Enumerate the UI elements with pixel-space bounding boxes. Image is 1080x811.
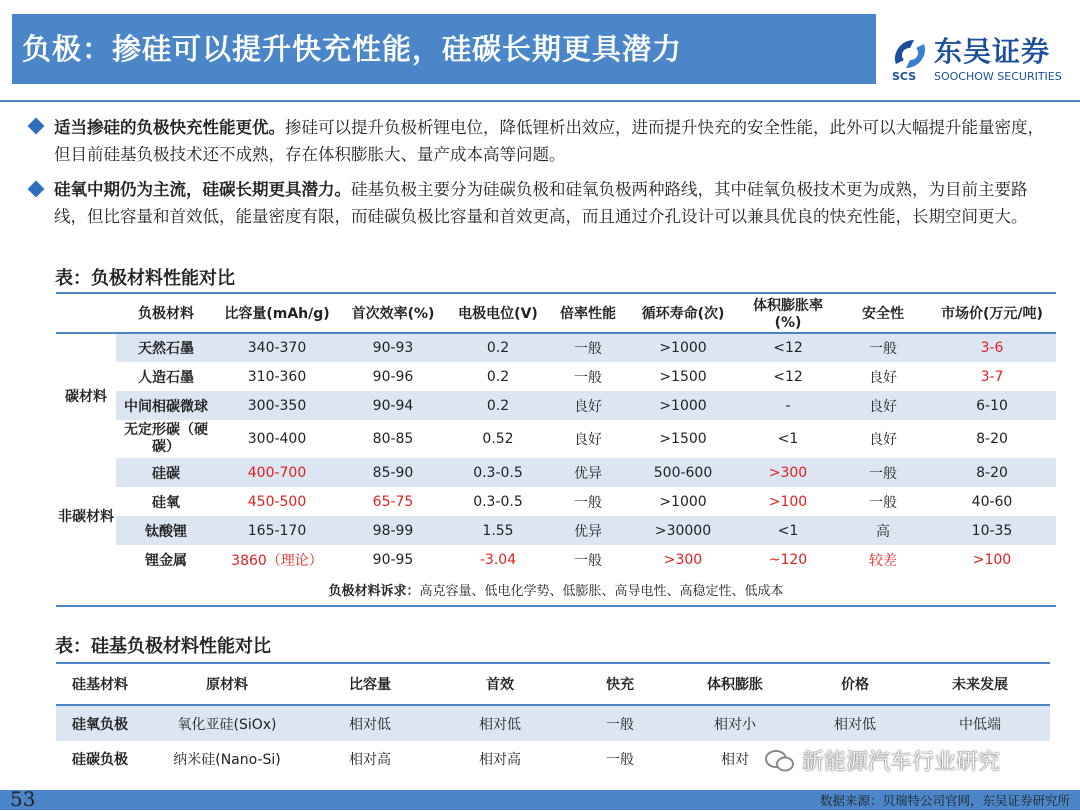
table-cell: >100: [972, 551, 1012, 568]
table-cell: 人造石墨: [138, 369, 194, 386]
logo-abbr: SCS: [892, 70, 917, 83]
table-cell: <1: [777, 431, 799, 447]
table2-header-cell: 首效: [430, 663, 570, 705]
table-cell: 天然石墨: [116, 333, 216, 362]
table-cell: 一般: [574, 369, 602, 386]
table-cell: 0.3-0.5: [448, 458, 548, 487]
table-cell: 90-95: [372, 551, 414, 568]
table-cell: <1: [738, 516, 838, 545]
table-cell: 8-20: [928, 458, 1056, 487]
table-cell: <12: [773, 368, 803, 385]
table-cell: 无定形碳（硬碳）: [124, 422, 208, 455]
table-cell: 一般: [570, 705, 670, 741]
table-cell: 相对高: [479, 752, 521, 768]
page-number: 53: [10, 787, 36, 811]
table-cell: 0.2: [448, 333, 548, 362]
table-cell: 340-370: [216, 333, 338, 362]
table1-header-cell: 体积膨胀率(%): [738, 293, 838, 333]
table-cell: 优异: [548, 458, 628, 487]
table-cell: 相对高: [349, 752, 391, 768]
table-cell: -3.04: [479, 551, 517, 568]
table-cell: >300: [738, 458, 838, 487]
bullet-2-text: 硅基负极主要分为硅碳负极和硅氧负极两种路线，其中硅氧负极技术更为成熟，为目前主要路线，但比容量和首效低，能量密度有限，而硅碳负极比容量和首效更高，而且通过介孔设计可以兼具优良的快充性能，长期空间更大。: [54, 180, 1028, 226]
table-cell: 一般: [838, 458, 928, 487]
page-title: 负极：掺硅可以提升快充性能，硅碳长期更具潜力: [22, 32, 683, 66]
table-cell: 锂金属: [145, 552, 187, 569]
table-cell: >100: [768, 493, 808, 510]
table-cell: 相对小: [670, 705, 800, 741]
table-cell: 相对低: [430, 705, 570, 741]
table1-header-cell: 比容量(mAh/g): [216, 293, 338, 333]
bullet-2-bold: 硅氧中期仍为主流，硅碳长期更具潜力。: [54, 180, 351, 199]
table1-header-cell: [56, 293, 116, 333]
table-cell: 良好: [548, 391, 628, 420]
table-row: [56, 545, 1056, 574]
table-cell: 硅氧: [152, 494, 180, 511]
table1-header-cell: 首次效率(%): [338, 293, 448, 333]
watermark: 新能源汽车行业研究: [802, 750, 1001, 775]
table2-header-cell: 硅基材料: [56, 663, 144, 705]
table-cell: 纳米硅(Nano-Si): [173, 752, 281, 768]
table1-header-cell: 市场价(万元/吨): [928, 293, 1056, 333]
table1-header-cell: 循环寿命(次): [628, 293, 738, 333]
table-cell: 良好: [838, 391, 928, 420]
anode-material-table: [56, 292, 1056, 607]
table-cell: 450-500: [247, 493, 307, 510]
bullet-1-text: 掺硅可以提升负极析锂电位，降低锂析出效应，进而提升快充的安全性能，此外可以大幅提升能量密度，但目前硅基负极技术还不成熟，存在体积膨胀大、量产成本高等问题。: [54, 118, 1044, 164]
group-label-non-carbon: 非碳材料: [56, 458, 116, 574]
table-cell: 80-85: [372, 431, 414, 447]
table-cell: 3860（理论）: [231, 552, 323, 569]
table-cell: 较差: [869, 552, 897, 569]
bullet-diamond-icon: [28, 181, 45, 198]
table-cell: 400-700: [216, 458, 338, 487]
table-cell: 10-35: [928, 516, 1056, 545]
table2-header-row: [56, 663, 1050, 705]
bullet-1-bold: 适当掺硅的负极快充性能更优。: [54, 118, 285, 137]
table-cell: 0.3-0.5: [473, 493, 523, 510]
table-cell: 98-99: [338, 516, 448, 545]
table-cell: 一般: [606, 752, 634, 768]
table-cell: >30000: [628, 516, 738, 545]
table-cell: 钛酸锂: [116, 516, 216, 545]
table-row: [56, 391, 1056, 420]
table-cell: 一般: [548, 333, 628, 362]
table-cell: 中间相碳微球: [116, 391, 216, 420]
table-cell: 85-90: [338, 458, 448, 487]
table2-header-cell: 未来发展: [910, 663, 1050, 705]
table-cell: >1500: [659, 431, 707, 447]
table-cell: 良好: [574, 432, 602, 448]
table-row: [56, 362, 1056, 391]
table-cell: 6-10: [928, 391, 1056, 420]
table-cell: 90-96: [372, 368, 414, 385]
table1-caption: 表：负极材料性能对比: [55, 268, 235, 289]
table-cell: 一般: [869, 494, 897, 511]
table1-header-cell: 安全性: [838, 293, 928, 333]
table-cell: 90-93: [338, 333, 448, 362]
table-cell: 相对低: [800, 705, 910, 741]
table-cell: 0.2: [486, 368, 510, 385]
table-cell: 165-170: [216, 516, 338, 545]
table-row: [56, 516, 1056, 545]
logo-mark-icon: [890, 34, 930, 74]
table1-footer-row: [56, 574, 1056, 606]
wechat-icon: [764, 748, 796, 774]
group-label-carbon: 碳材料: [56, 333, 116, 458]
table-cell: 中低端: [910, 705, 1050, 741]
table-row: [56, 420, 1056, 458]
source-note: 数据来源：贝瑞特公司官网，东吴证券研究所: [819, 793, 1070, 808]
table-cell: 40-60: [971, 493, 1013, 510]
table-cell: <12: [738, 333, 838, 362]
table-cell: ~120: [768, 551, 808, 568]
table-cell: 300-350: [216, 391, 338, 420]
footer-bold: 负极材料诉求：: [328, 584, 420, 599]
table-cell: -: [738, 391, 838, 420]
table-cell: 相对: [721, 752, 749, 768]
table-cell: 65-75: [372, 493, 414, 510]
logo-cn: 东吴证券: [934, 35, 1051, 68]
table2-header-cell: 快充: [570, 663, 670, 705]
table-cell: 一般: [574, 494, 602, 511]
table2-header-cell: 比容量: [310, 663, 430, 705]
table-cell: >1000: [628, 391, 738, 420]
table-row: [56, 705, 1050, 741]
table1-header-cell: 电极电位(V): [448, 293, 548, 333]
table-cell: 1.55: [448, 516, 548, 545]
table-cell: >1500: [659, 368, 707, 385]
table-cell: 300-400: [247, 431, 307, 447]
table-row: [56, 487, 1056, 516]
table1-header-cell: 负极材料: [116, 293, 216, 333]
table1-footer: [56, 574, 1056, 606]
table2-header-cell: 价格: [800, 663, 910, 705]
header-rule: [0, 100, 1080, 102]
table-cell: 良好: [869, 432, 897, 448]
bullet-diamond-icon: [28, 118, 45, 135]
table-cell: 0.52: [482, 431, 514, 447]
table1-header-row: [56, 293, 1056, 333]
bullet-1: [54, 114, 1054, 168]
table2-header-cell: 体积膨胀: [670, 663, 800, 705]
table-cell: 氧化亚硅(SiOx): [144, 705, 310, 741]
table-cell: 一般: [838, 333, 928, 362]
table-cell: >1000: [659, 493, 707, 510]
table-cell: 高: [838, 516, 928, 545]
table-cell: 硅碳负极: [72, 752, 128, 768]
table-cell: >300: [663, 551, 703, 568]
bullet-2: [54, 176, 1054, 230]
table-cell: 0.2: [448, 391, 548, 420]
table-cell: 优异: [548, 516, 628, 545]
table2-caption: 表：硅基负极材料性能对比: [55, 636, 271, 657]
table-cell: 90-94: [338, 391, 448, 420]
table-cell: 相对低: [310, 705, 430, 741]
table-cell: 良好: [869, 369, 897, 386]
logo-en: SOOCHOW SECURITIES: [934, 70, 1062, 83]
table-cell: 310-360: [247, 368, 307, 385]
table-cell: 一般: [574, 552, 602, 569]
company-logo: [890, 30, 1070, 90]
table-cell: 硅氧负极: [56, 705, 144, 741]
table-row: [56, 333, 1056, 362]
table-cell: 500-600: [628, 458, 738, 487]
table-cell: >1000: [628, 333, 738, 362]
table2-header-cell: 原材料: [144, 663, 310, 705]
table-row: [56, 458, 1056, 487]
table-cell: 3-6: [928, 333, 1056, 362]
table-cell: 3-7: [980, 368, 1004, 385]
table1-header-cell: 倍率性能: [548, 293, 628, 333]
footer-text: 高克容量、低电化学势、低膨胀、高导电性、高稳定性、低成本: [419, 584, 784, 599]
table-cell: 8-20: [976, 431, 1008, 447]
table-cell: 硅碳: [116, 458, 216, 487]
